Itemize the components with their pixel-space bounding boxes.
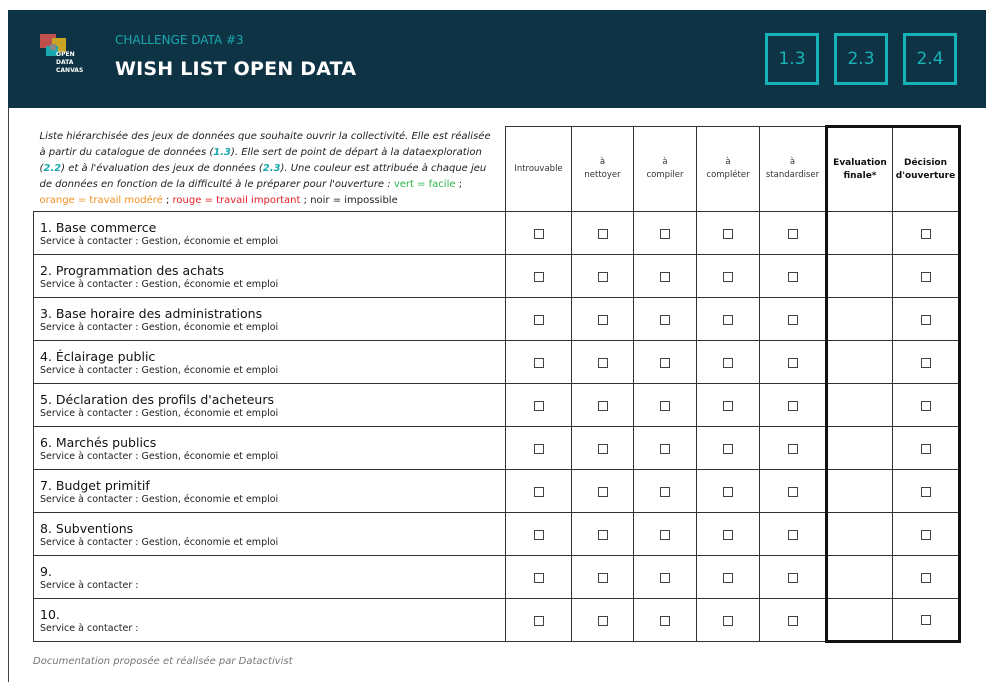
dataset-name: 10. (40, 606, 60, 622)
column-header-prefix: à (599, 157, 606, 167)
dataset-name: 7. Budget primitif (40, 477, 150, 493)
table-row (34, 212, 960, 255)
checkbox[interactable] (598, 616, 608, 626)
cell-3 (697, 384, 760, 427)
table-row (34, 255, 960, 298)
dataset-service: Service à contacter : Gestion, économie et emploi (40, 536, 279, 548)
column-header-label: finale* (843, 170, 877, 181)
dataset-cell (34, 255, 506, 298)
dataset-name: 5. Déclaration des profils d'acheteurs (40, 391, 275, 407)
dataset-cell (34, 384, 506, 427)
checkbox[interactable] (660, 229, 670, 239)
dataset-cell (34, 427, 506, 470)
ref-badge-2-4: 2.4 (903, 33, 957, 85)
cell-1 (572, 212, 634, 255)
checkbox[interactable] (921, 272, 931, 282)
checkbox[interactable] (921, 229, 931, 239)
cell-5 (827, 513, 893, 556)
checkbox[interactable] (534, 573, 544, 583)
checkbox[interactable] (534, 315, 544, 325)
footer-credit: Documentation proposée et réalisée par Datactivist (33, 656, 293, 667)
table-row (34, 427, 960, 470)
cell-3 (697, 470, 760, 513)
table-row (34, 298, 960, 341)
checkbox[interactable] (788, 272, 798, 282)
wish-list-table (33, 125, 961, 643)
checkbox[interactable] (534, 616, 544, 626)
cell-6 (893, 556, 960, 599)
cell-1 (572, 298, 634, 341)
cell-0 (506, 298, 572, 341)
cell-5 (827, 556, 893, 599)
dataset-name: 6. Marchés publics (40, 434, 157, 450)
checkbox[interactable] (921, 487, 931, 497)
cell-2 (634, 212, 697, 255)
column-header-prefix: à (789, 157, 796, 167)
cell-4 (760, 212, 827, 255)
cell-4 (760, 384, 827, 427)
cell-0 (506, 556, 572, 599)
dataset-cell (34, 599, 506, 642)
checkbox[interactable] (921, 401, 931, 411)
checkbox[interactable] (921, 358, 931, 368)
cell-6 (893, 341, 960, 384)
cell-3 (697, 212, 760, 255)
cell-1 (572, 556, 634, 599)
checkbox[interactable] (788, 573, 798, 583)
cell-5 (827, 384, 893, 427)
column-header-prefix: Evaluation (833, 157, 887, 168)
cell-0 (506, 470, 572, 513)
dataset-service: Service à contacter : Gestion, économie et emploi (40, 235, 279, 247)
column-header-4 (760, 127, 827, 212)
cell-2 (634, 427, 697, 470)
subtitle: CHALLENGE DATA #3 (115, 33, 244, 47)
checkbox[interactable] (723, 229, 733, 239)
table-row (34, 513, 960, 556)
table-row (34, 384, 960, 427)
cell-2 (634, 470, 697, 513)
checkbox[interactable] (660, 444, 670, 454)
cell-2 (634, 384, 697, 427)
checkbox[interactable] (921, 444, 931, 454)
checkbox[interactable] (723, 272, 733, 282)
table-header-row (34, 127, 960, 212)
checkbox[interactable] (534, 487, 544, 497)
dataset-name: 4. Éclairage public (40, 348, 156, 364)
checkbox[interactable] (660, 530, 670, 540)
svg-text:DATA: DATA (56, 59, 74, 66)
checkbox[interactable] (598, 272, 608, 282)
cell-0 (506, 513, 572, 556)
cell-3 (697, 513, 760, 556)
column-header-label: compiler (646, 170, 684, 180)
checkbox[interactable] (660, 315, 670, 325)
checkbox[interactable] (788, 401, 798, 411)
dataset-name: 1. Base commerce (40, 219, 157, 235)
column-header-label: standardiser (765, 170, 820, 180)
dataset-name: 2. Programmation des achats (40, 262, 225, 278)
checkbox[interactable] (534, 444, 544, 454)
cell-4 (760, 255, 827, 298)
checkbox[interactable] (534, 272, 544, 282)
checkbox[interactable] (598, 530, 608, 540)
column-header-6 (893, 127, 960, 212)
column-header-2 (634, 127, 697, 212)
column-header-1 (572, 127, 634, 212)
column-header-label: nettoyer (584, 170, 621, 180)
cell-0 (506, 341, 572, 384)
cell-2 (634, 255, 697, 298)
checkbox[interactable] (788, 444, 798, 454)
checkbox[interactable] (660, 487, 670, 497)
column-header-label: d'ouverture (895, 170, 956, 181)
checkbox[interactable] (723, 444, 733, 454)
cell-5 (827, 255, 893, 298)
column-header-label: Introuvable (514, 163, 563, 174)
cell-0 (506, 255, 572, 298)
checkbox[interactable] (921, 573, 931, 583)
cell-2 (634, 556, 697, 599)
cell-3 (697, 298, 760, 341)
dataset-name: 9. (40, 563, 52, 579)
dataset-service: Service à contacter : (40, 622, 139, 634)
checkbox[interactable] (598, 229, 608, 239)
dataset-cell (34, 298, 506, 341)
cell-0 (506, 384, 572, 427)
checkbox[interactable] (723, 401, 733, 411)
cell-1 (572, 427, 634, 470)
checkbox[interactable] (660, 616, 670, 626)
cell-4 (760, 470, 827, 513)
cell-4 (760, 556, 827, 599)
checkbox[interactable] (921, 615, 931, 625)
dataset-service: Service à contacter : Gestion, économie et emploi (40, 450, 279, 462)
cell-5 (827, 599, 893, 642)
checkbox[interactable] (534, 358, 544, 368)
svg-text:CANVAS: CANVAS (56, 67, 84, 74)
checkbox[interactable] (921, 530, 931, 540)
checkbox[interactable] (788, 229, 798, 239)
cell-2 (634, 341, 697, 384)
dataset-cell (34, 513, 506, 556)
cell-2 (634, 298, 697, 341)
checkbox[interactable] (598, 487, 608, 497)
column-header-prefix: à (725, 157, 731, 167)
cell-6 (893, 427, 960, 470)
table-row (34, 599, 960, 642)
cell-3 (697, 427, 760, 470)
cell-4 (760, 341, 827, 384)
ref-badge-2-3: 2.3 (834, 33, 888, 85)
column-header-label: compléter (706, 170, 750, 180)
checkbox[interactable] (598, 315, 608, 325)
checkbox[interactable] (723, 487, 733, 497)
dataset-service: Service à contacter : Gestion, économie et emploi (40, 321, 279, 333)
dataset-cell (34, 556, 506, 599)
cell-1 (572, 599, 634, 642)
checkbox[interactable] (660, 358, 670, 368)
dataset-name: 3. Base horaire des administrations (40, 305, 263, 321)
checkbox[interactable] (598, 444, 608, 454)
table-row (34, 341, 960, 384)
cell-1 (572, 255, 634, 298)
checkbox[interactable] (723, 530, 733, 540)
cell-5 (827, 298, 893, 341)
checkbox[interactable] (723, 358, 733, 368)
cell-2 (634, 599, 697, 642)
checkbox[interactable] (598, 358, 608, 368)
column-header-0 (506, 127, 572, 212)
table-row (34, 470, 960, 513)
cell-5 (827, 470, 893, 513)
column-header-3 (697, 127, 760, 212)
checkbox[interactable] (788, 358, 798, 368)
dataset-name: 8. Subventions (40, 520, 134, 536)
dataset-service: Service à contacter : Gestion, économie et emploi (40, 364, 279, 376)
checkbox[interactable] (788, 616, 798, 626)
column-header-5 (827, 127, 893, 212)
intro-text: Liste hiérarchisée des jeux de données que souhaite ouvrir la collectivité. Elle est réalisée à partir du catalogue de données (1.3). Elle sert de point de départ à la dataexploration (2.2) et à l'évaluation des jeux de données (2.3). Une couleur est attribuée à chaque jeu de données en fonction de la difficulté à le préparer pour l'ouverture : vert = facile ; orange = travail modéré ; rouge = travail important ; noir = impossible (34, 127, 506, 212)
checkbox[interactable] (788, 315, 798, 325)
cell-2 (634, 513, 697, 556)
dataset-cell (34, 341, 506, 384)
checkbox[interactable] (534, 229, 544, 239)
cell-4 (760, 513, 827, 556)
open-data-canvas-logo (38, 32, 96, 80)
cell-4 (760, 599, 827, 642)
checkbox[interactable] (660, 573, 670, 583)
checkbox[interactable] (788, 487, 798, 497)
dataset-service: Service à contacter : Gestion, économie et emploi (40, 493, 279, 505)
checkbox[interactable] (660, 401, 670, 411)
cell-4 (760, 298, 827, 341)
checkbox[interactable] (723, 573, 733, 583)
checkbox[interactable] (598, 573, 608, 583)
cell-6 (893, 255, 960, 298)
checkbox[interactable] (921, 315, 931, 325)
column-header-prefix: à (662, 157, 668, 167)
cell-3 (697, 599, 760, 642)
cell-6 (893, 513, 960, 556)
dataset-service: Service à contacter : Gestion, économie et emploi (40, 407, 279, 419)
checkbox[interactable] (598, 401, 608, 411)
cell-1 (572, 384, 634, 427)
column-header-prefix: Décision (903, 157, 948, 168)
ref-badge-1-3: 1.3 (765, 33, 819, 85)
cell-3 (697, 341, 760, 384)
cell-6 (893, 470, 960, 513)
cell-4 (760, 427, 827, 470)
cell-3 (697, 255, 760, 298)
page-title: WISH LIST OPEN DATA (115, 58, 357, 80)
cell-5 (827, 212, 893, 255)
checkbox[interactable] (723, 315, 733, 325)
cell-1 (572, 341, 634, 384)
cell-5 (827, 341, 893, 384)
dataset-service: Service à contacter : Gestion, économie et emploi (40, 278, 279, 290)
dataset-cell (34, 212, 506, 255)
cell-6 (893, 212, 960, 255)
cell-1 (572, 470, 634, 513)
table-row (34, 556, 960, 599)
dataset-cell (34, 470, 506, 513)
cell-0 (506, 427, 572, 470)
cell-3 (697, 556, 760, 599)
dataset-service: Service à contacter : (40, 579, 139, 591)
checkbox[interactable] (534, 530, 544, 540)
checkbox[interactable] (788, 530, 798, 540)
cell-0 (506, 599, 572, 642)
cell-1 (572, 513, 634, 556)
cell-6 (893, 599, 960, 642)
cell-5 (827, 427, 893, 470)
cell-0 (506, 212, 572, 255)
cell-6 (893, 384, 960, 427)
page-border (8, 108, 9, 682)
checkbox[interactable] (660, 272, 670, 282)
cell-6 (893, 298, 960, 341)
svg-text:OPEN: OPEN (56, 51, 75, 58)
checkbox[interactable] (534, 401, 544, 411)
checkbox[interactable] (723, 616, 733, 626)
